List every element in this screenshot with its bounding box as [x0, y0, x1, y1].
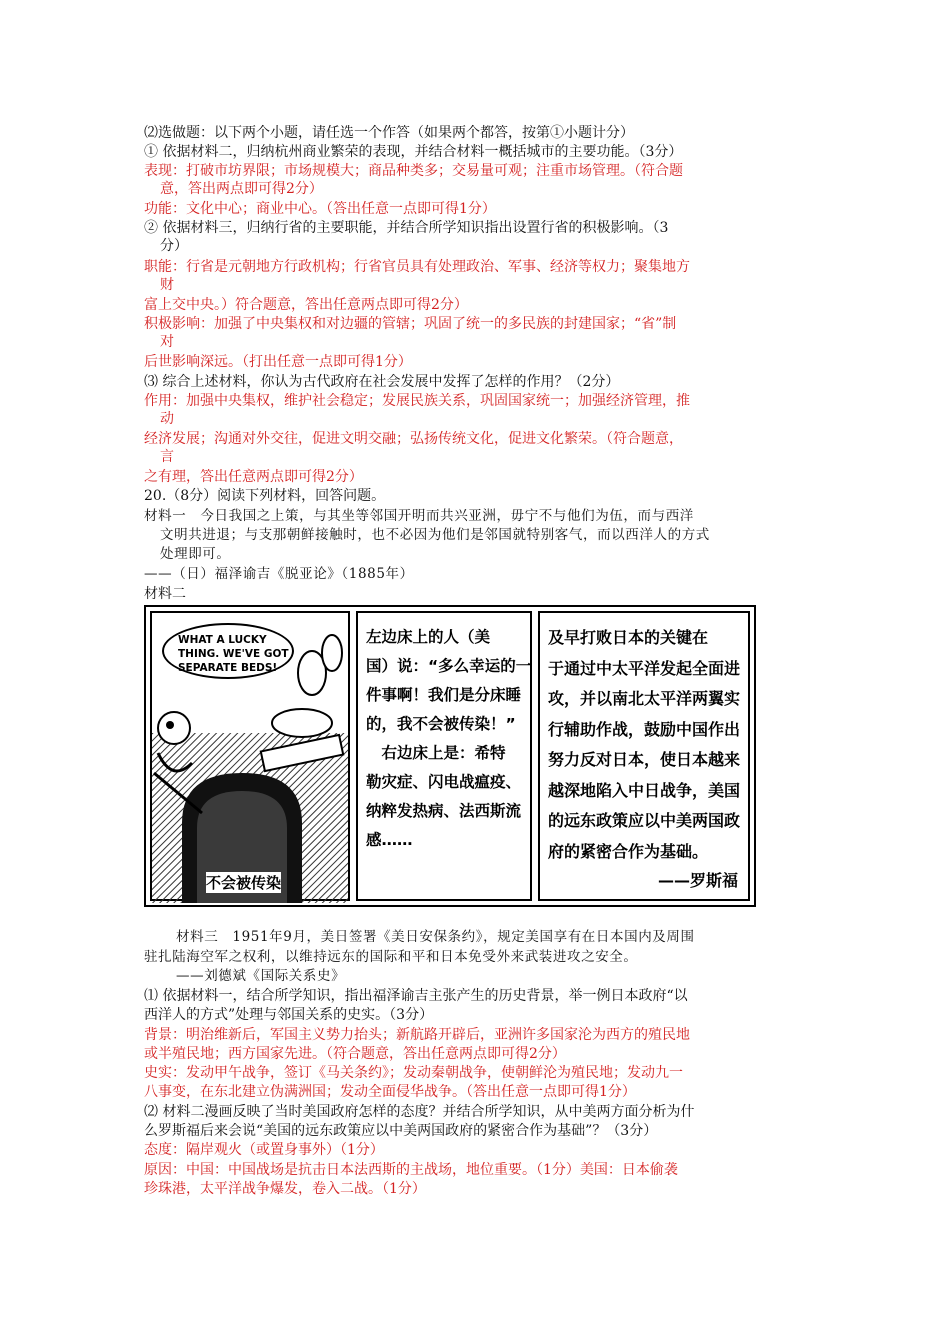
- q2-option1-question: ① 依据材料二，归纳杭州商业繁荣的表现，并结合材料一概括城市的主要功能。（3分）: [144, 144, 683, 160]
- panel-text-line: 纳粹发热病、法西斯流: [366, 802, 522, 820]
- panel-text-line: 攻，并以南北太平洋两翼实: [548, 689, 741, 708]
- cartoon-image: [144, 605, 756, 907]
- answer-line: 对: [160, 334, 174, 350]
- answer-line: 原因：中国：中国战场是抗击日本法西斯的主战场，地位重要。（1分）美国：日本偷袭: [144, 1162, 678, 1178]
- panel-text-line: 勒灾症、闪电战瘟疫、: [366, 773, 522, 791]
- panel-text-line: 于通过中太平洋发起全面进: [548, 658, 741, 678]
- q2-optional-heading: ⑵选做题：以下两个小题，请任选一个作答（如果两个都答，按第①小题计分）: [144, 125, 634, 141]
- answer-line: 珍珠港，太平洋战争爆发，卷入二战。（1分）: [144, 1181, 426, 1197]
- panel-text-line: 努力反对日本，使日本越来: [548, 750, 741, 769]
- material1-line: 处理即可。: [160, 546, 231, 562]
- answer-line: 经济发展；沟通对外交往，促进文明交融；弘扬传统文化，促进文化繁荣。（符合题意，: [144, 431, 683, 447]
- material3-line: 驻扎陆海空军之权利，以维持远东的国际和平和日本免受外来武装进攻之安全。: [144, 949, 638, 965]
- answer-line: 或半殖民地；西方国家先进。（符合题意，答出任意两点即可得2分）: [144, 1046, 566, 1062]
- answer-line: 积极影响：加强了中央集权和对边疆的管辖；巩固了统一的多民族的封建国家；“省”制: [144, 316, 677, 332]
- cartoon-text-panel-right: [538, 611, 750, 901]
- answer-line: 财: [160, 277, 174, 293]
- bubble-line: SEPARATE BEDS!: [178, 662, 278, 674]
- answer-line: 八事变，在东北建立伪满洲国；发动全面侵华战争。（答出任意一点即可得1分）: [144, 1084, 636, 1100]
- material2-label: 材料二: [144, 586, 186, 602]
- question-line: 么罗斯福后来会说“美国的远东政策应以中美两国政府的紧密合作为基础”？（3分）: [144, 1123, 658, 1139]
- material3-source: ——刘德斌《国际关系史》: [176, 968, 346, 984]
- answer-line: 富上交中央。）符合题意，答出任意两点即可得2分）: [144, 297, 468, 313]
- speech-bubble: [162, 623, 294, 679]
- panel-text-line: 国）说：“多么幸运的一: [366, 657, 532, 675]
- answer-line: 史实：发动甲午战争，签订《马关条约》；发动秦朝战争，使朝鲜沦为殖民地；发动九一: [144, 1065, 683, 1081]
- answer-line: 功能：文化中心；商业中心。（答出任意一点即可得1分）: [144, 201, 496, 217]
- answer-line: 态度：隔岸观火（或置身事外）（1分）: [144, 1142, 384, 1158]
- panel-text-line: 府的紧密合作为基础。: [548, 841, 709, 861]
- answer-line: 动: [160, 411, 174, 427]
- bubble-line: THING. WE'VE GOT: [178, 648, 289, 660]
- material1-source: ——（日）福泽谕吉《脱亚论》（1885年）: [144, 566, 414, 582]
- answer-line: 之有理，答出任意两点即可得2分）: [144, 469, 363, 485]
- material3-line: 材料三 1951年9月，美日签署《美日安保条约》，规定美国享有在日本国内及周围: [176, 929, 695, 945]
- q2-option2-question: ② 依据材料三，归纳行省的主要职能，并结合所学知识指出设置行省的积极影响。（3: [144, 220, 669, 236]
- q20-2-question: ⑵ 材料二漫画反映了当时美国政府怎样的态度？并结合所学知识，从中美两方面分析为什: [144, 1104, 695, 1120]
- material1-line: 文明共进退；与支那朝鲜接触时，也不必因为他们是邻国就特别客气，而以西洋人的方式: [160, 527, 710, 543]
- answer-line: 意，答出两点即可得2分）: [160, 181, 323, 197]
- answer-line: 作用：加强中央集权，维护社会稳定；发展民族关系，巩固国家统一；加强经济管理，推: [144, 393, 690, 409]
- q20-1-question: ⑴ 依据材料一，结合所学知识，指出福泽谕吉主张产生的历史背景，举一例日本政府“以: [144, 988, 688, 1004]
- q20-heading: 20.（8分）阅读下列材料，回答问题。: [144, 488, 386, 504]
- answer-line: 言: [160, 449, 174, 465]
- answer-line: 后世影响深远。（打出任意一点即可得1分）: [144, 354, 412, 370]
- answer-line: 背景：明治维新后，军国主义势力抬头；新航路开辟后，亚洲许多国家沦为西方的殖民地: [144, 1027, 690, 1043]
- question-line: 西洋人的方式”处理与邻国关系的史实。（3分）: [144, 1007, 434, 1023]
- cartoon-caption: 不会被传染: [206, 874, 282, 892]
- panel-text-line: 左边床上的人（美: [366, 628, 491, 646]
- panel-text-line: 件事啊！我们是分床睡: [366, 686, 522, 704]
- answer-line: 表现：打破市坊界限；市场规模大；商品种类多；交易量可观；注重市场管理。（符合题: [144, 163, 683, 179]
- material1-line: 材料一 今日我国之上策，与其坐等邻国开明而共兴亚洲，毋宁不与他们为伍，而与西洋: [144, 508, 694, 524]
- cartoon-text-panel-middle: [356, 611, 532, 901]
- cartoon-drawing-panel: [150, 611, 350, 901]
- answer-line: 职能：行省是元朝地方行政机构；行省官员具有处理政治、军事、经济等权力；聚集地方: [144, 259, 690, 275]
- roosevelt-signature: ——罗斯福: [657, 871, 738, 890]
- panel-text-line: 行辅助作战，鼓励中国作出: [548, 719, 741, 739]
- panel-text-line: 感……: [366, 831, 413, 849]
- panel-text-line: 的，我不会被传染！”: [366, 715, 516, 733]
- question-line: 分）: [160, 238, 188, 254]
- panel-text-line: 及早打败日本的关键在: [548, 628, 709, 647]
- panel-text-line: 的远东政策应以中美两国政: [548, 811, 741, 830]
- panel-text-line: 右边床上是：希特: [366, 744, 506, 762]
- bubble-line: WHAT A LUCKY: [178, 634, 267, 646]
- q3-question: ⑶ 综合上述材料，你认为古代政府在社会发展中发挥了怎样的作用？（2分）: [144, 374, 620, 390]
- panel-text-line: 越深地陷入中日战争，美国: [548, 780, 741, 800]
